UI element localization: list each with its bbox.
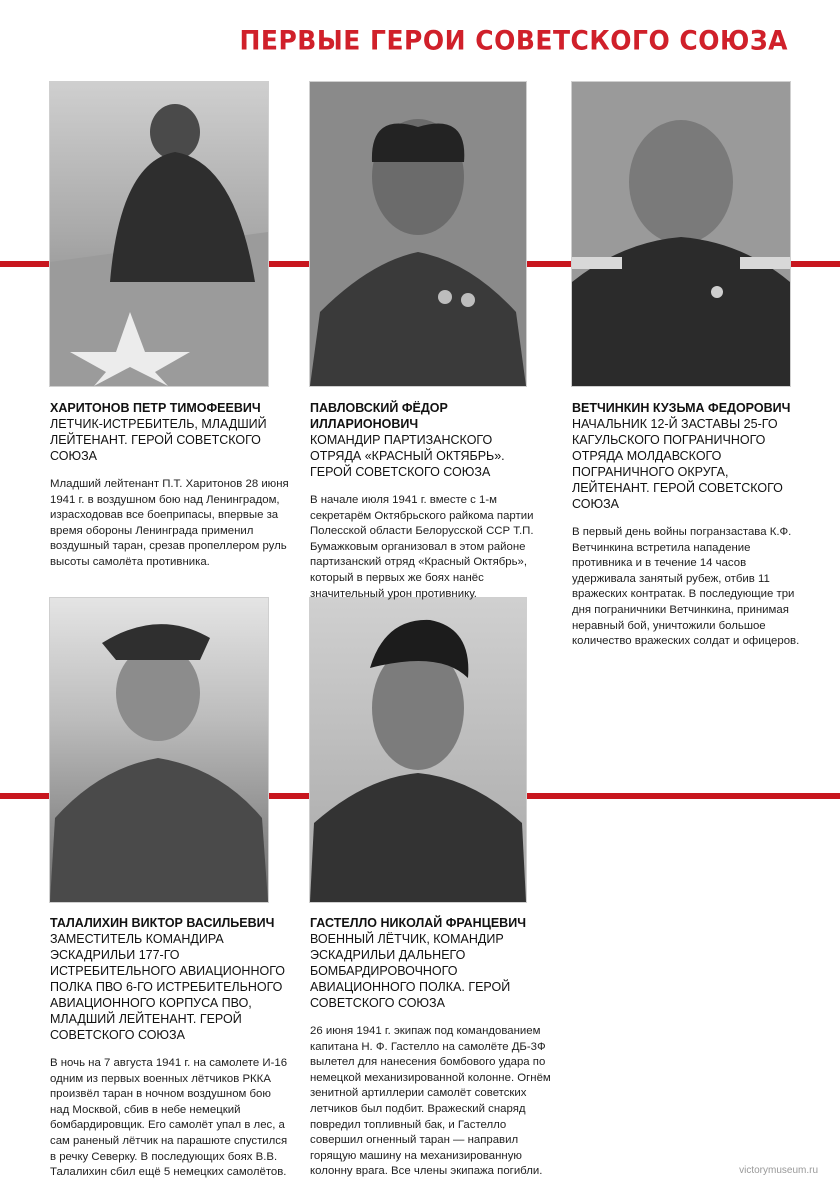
hero-rank: ЛЕТЧИК-ИСТРЕБИТЕЛЬ, МЛАДШИЙ ЛЕЙТЕНАНТ. ГЕРОЙ СОВЕТСКОГО СОЮЗА [50,417,267,463]
hero-card [310,915,560,1180]
hero-portrait-photo [572,82,790,386]
hero-bio: В ночь на 7 августа 1941 г. на самолете И-16 одним из первых военных лётчиков РККА произвёл таран в ночном воздушном бою над Москвой, сбив в небе немецкий бомбардировщик. Его самолёт упал в лес, а сам раненый лётчик на парашюте спустился в речку Северку. В последующих боях В.В. Талалихин сбил ещё 5 немецких самолётов. [50,1057,288,1179]
hero-name: ТАЛАЛИХИН ВИКТОР ВАСИЛЬЕВИЧ [50,916,275,930]
hero-portrait-photo [310,82,526,386]
hero-portrait-photo [50,598,268,902]
hero-bio: В первый день войны погранзастава К.Ф. Ветчинкина встретила нападение противника и в течение 14 часов удерживала занятый рубеж, отбив 11 вражеских контратак. В последующие три дня пограничники Ветчинкина, принимая неравный бой, уничтожили большое количество вражеских солдат и офицеров. [572,526,800,648]
hero-name: ХАРИТОНОВ ПЕТР ТИМОФЕЕВИЧ [50,401,261,415]
page-title: ПЕРВЫЕ ГЕРОИ СОВЕТСКОГО СОЮЗА [239,24,788,57]
hero-portrait-photo [310,598,526,902]
hero-rank: КОМАНДИР ПАРТИЗАНСКОГО ОТРЯДА «КРАСНЫЙ ОКТЯБРЬ». ГЕРОЙ СОВЕТСКОГО СОЮЗА [310,433,505,479]
hero-card [572,400,808,650]
hero-name: ПАВЛОВСКИЙ ФЁДОР ИЛЛАРИОНОВИЧ [310,401,448,431]
source-footer: victorymuseum.ru [739,1165,818,1176]
hero-rank: ВОЕННЫЙ ЛЁТЧИК, КОМАНДИР ЭСКАДРИЛЬИ ДАЛЬНЕГО БОМБАРДИРОВОЧНОГО АВИАЦИОННОГО ПОЛКА. ГЕРОЙ СОВЕТСКОГО СОЮЗА [310,932,511,1010]
hero-name: ГАСТЕЛЛО НИКОЛАЙ ФРАНЦЕВИЧ [310,916,526,930]
hero-rank: НАЧАЛЬНИК 12-Й ЗАСТАВЫ 25-ГО КАГУЛЬСКОГО ПОГРАНИЧНОГО ОТРЯДА МОЛДАВСКОГО ПОГРАНИЧНОГО ОКРУГА, ЛЕЙТЕНАНТ. ГЕРОЙ СОВЕТСКОГО СОЮЗА [572,417,783,511]
hero-card [50,915,290,1181]
hero-rank: ЗАМЕСТИТЕЛЬ КОМАНДИРА ЭСКАДРИЛЬИ 177-ГО ИСТРЕБИТЕЛЬНОГО АВИАЦИОННОГО ПОЛКА ПВО 6-ГО ИСТРЕБИТЕЛЬНОГО АВИАЦИОННОГО КОРПУСА ПВО, МЛАДШИЙ ЛЕЙТЕНАНТ. ГЕРОЙ СОВЕТСКОГО СОЮЗА [50,932,286,1042]
hero-bio: 26 июня 1941 г. экипаж под командованием капитана Н. Ф. Гастелло на самолёте ДБ-3Ф вылетел для нанесения бомбового удара по немецкой механизированной колонне. Огнём зенитной артиллерии самолёт советских летчиков был подбит. Вражеский снаряд повредил топливный бак, и Гастелло совершил огненный таран — направил горящую машину на механизированную колонну врага. Все члены экипажа погибли. [310,1025,551,1178]
hero-card [50,400,290,571]
hero-name: ВЕТЧИНКИН КУЗЬМА ФЕДОРОВИЧ [572,401,791,415]
hero-card [310,400,542,602]
hero-bio: Младший лейтенант П.Т. Харитонов 28 июня 1941 г. в воздушном бою над Ленинградом, израсходовав все боеприпасы, впервые за время обороны Ленинграда применил воздушный таран, срезав пропеллером руль высоты самолёта противника. [50,478,289,568]
hero-portrait-photo [50,82,268,386]
hero-bio: В начале июля 1941 г. вместе с 1-м секретарём Октябрьского райкома партии Полесской области Белорусской ССР Т.П. Бумажковым организовал в этом районе партизанский отряд «Красный Октябрь», который в первых же боях нанёс значительный урон противнику. [310,494,534,600]
